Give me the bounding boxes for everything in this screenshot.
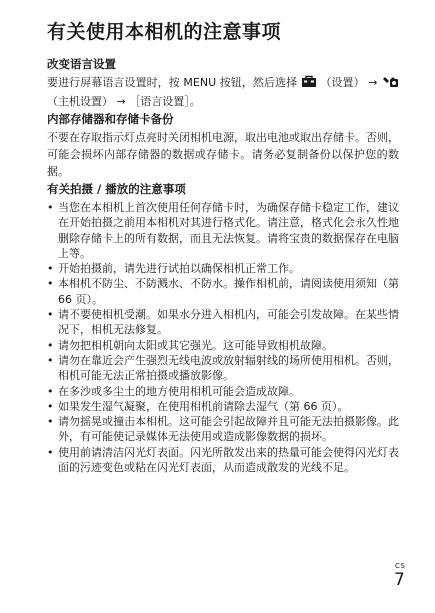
camera-settings-icon	[381, 75, 399, 93]
bullet: •	[47, 353, 54, 367]
list-item	[47, 414, 399, 445]
language-text	[47, 74, 399, 110]
note-text: 使用前请清洁闪光灯表面。闪光所散发出来的热量可能会使得闪光灯表面的污迹变色或粘在闪光灯表面，从而造成散发的光线不足。	[58, 445, 399, 475]
language-heading: 改变语言设置	[47, 57, 116, 71]
arrow-1: →	[368, 76, 378, 89]
bullet: •	[47, 308, 54, 322]
note-text: 在多沙或多尘土的地方使用相机可能会造成故障。	[58, 384, 300, 398]
list-item	[47, 399, 399, 414]
list-item	[47, 307, 399, 338]
notes-list	[47, 200, 399, 475]
language-text-b: （设置）	[320, 76, 365, 89]
bullet: •	[47, 338, 54, 352]
note-text: 请勿摇晃或撞击本相机。这可能会引起故障并且可能无法拍摄影像。此外，有可能使记录媒体无法使用或造成影像数据的损坏。	[58, 415, 399, 444]
arrow-2: →	[116, 95, 126, 108]
shooting-section	[47, 181, 399, 475]
bullet: •	[47, 384, 54, 398]
bullet: •	[47, 445, 54, 459]
list-item	[47, 338, 399, 353]
list-item	[47, 276, 399, 307]
bullet: •	[47, 201, 54, 214]
shooting-heading: 有关拍摄 / 播放的注意事项	[47, 182, 186, 196]
note-text: 如果发生湿气凝聚，在使用相机前请除去湿气（第 66 页）。	[58, 399, 349, 413]
note-text: 当您在本相机上首次使用任何存储卡时，为确保存储卡稳定工作，建议在开始拍摄之前用本相机对其进行格式化。请注意，格式化会永久性地删除存储卡上的所有数据，而且无法恢复。请将宝贵的数据保存在电脑上等。	[58, 201, 399, 260]
note-text: 请勿在靠近会产生强烈无线电波或放射辐射线的场所使用相机。否则，相机可能无法正常拍摄或播放影像。	[58, 353, 399, 383]
list-item	[47, 445, 399, 476]
note-text: 请不要使相机受潮。如果水分进入相机内，可能会引发故障。在某些情况下，相机无法修复。	[58, 308, 399, 337]
backup-text: 不要在存取指示灯点亮时关闭相机电源，取出电池或取出存储卡。否则，可能会损坏内部存储器的数据或存储卡。请务必复制备份以保护您的数据。	[47, 131, 399, 178]
note-text: 请勿把相机朝向太阳或其它强光。这可能导致相机故障。	[58, 338, 333, 352]
bullet: •	[47, 262, 54, 276]
settings-toolbox-icon	[301, 75, 317, 93]
backup-section	[47, 111, 399, 180]
list-item	[47, 384, 399, 399]
language-section	[47, 56, 399, 110]
language-text-c: （主机设置）	[47, 95, 113, 108]
backup-heading: 内部存储器和存储卡备份	[47, 112, 174, 126]
note-text: 本相机不防尘、不防溅水、不防水。操作相机前，请阅读使用须知（第 66 页）。	[58, 277, 399, 306]
bullet: •	[47, 277, 54, 291]
list-item	[47, 200, 399, 261]
language-text-d: ［语言设置］。	[129, 95, 201, 108]
page-title: 有关使用本相机的注意事项	[47, 21, 282, 43]
bullet: •	[47, 415, 54, 429]
page-number: 7	[394, 570, 405, 590]
language-text-a: 要进行屏幕语言设置时，按 MENU 按钮，然后选择	[47, 76, 298, 89]
note-text: 开始拍摄前，请先进行试拍以确保相机正常工作。	[58, 262, 300, 276]
list-item	[47, 261, 399, 276]
bullet: •	[47, 399, 54, 413]
list-item	[47, 353, 399, 384]
language-code: CS	[395, 562, 406, 570]
